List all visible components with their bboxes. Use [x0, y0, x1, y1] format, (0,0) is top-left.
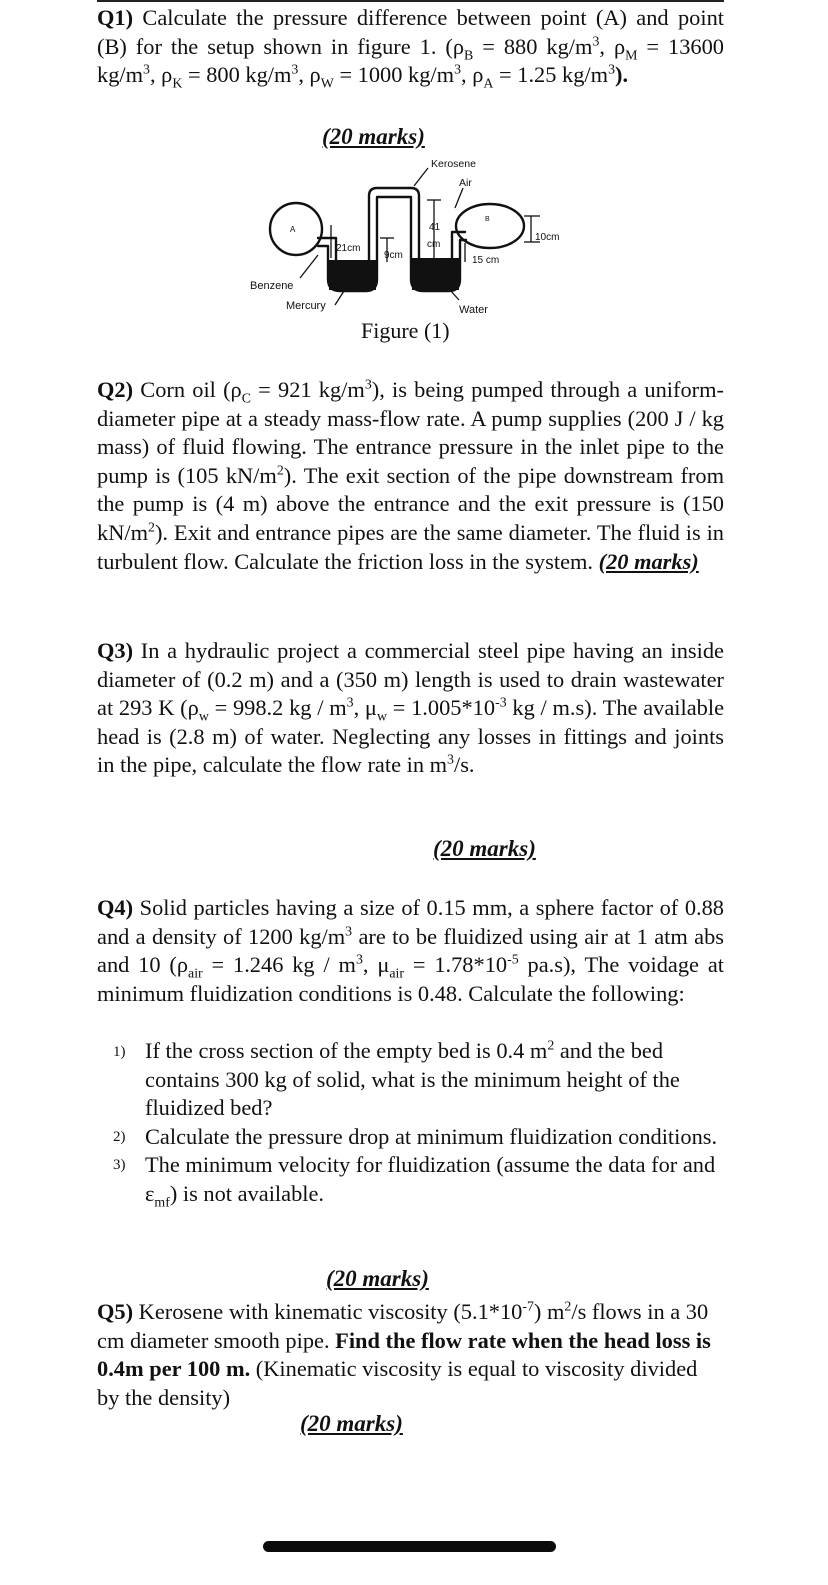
- water-leader: [450, 290, 459, 300]
- q3-sup: 3: [346, 695, 354, 711]
- q4-text: = 1.246 kg / m: [202, 952, 356, 978]
- figure-caption: Figure (1): [361, 318, 450, 343]
- label-kerosene: Kerosene: [431, 158, 476, 170]
- list-item-text: ) is not available.: [169, 1180, 325, 1206]
- question-2-marks: (20 marks): [598, 548, 699, 574]
- q3-text: In a hydraulic project a commercial steel pipe having an inside diameter of (0.2 m) and a (350 m) length is used to drain wastewater at 293 K (ρ: [97, 638, 724, 721]
- label-water: Water: [459, 304, 488, 316]
- mercury-leader: [335, 291, 344, 305]
- q4-sup: 3: [345, 924, 353, 940]
- question-3-label: Q3): [97, 638, 134, 663]
- q3-sup: 3: [447, 752, 454, 768]
- label-b: B: [485, 216, 490, 223]
- question-1: [97, 4, 724, 90]
- q3-text: /s.: [453, 752, 475, 778]
- list-item-sup: 2: [547, 1038, 555, 1054]
- label-10cm: 10cm: [535, 232, 560, 243]
- q4-text: = 1.78*10: [404, 952, 508, 978]
- q1-text: = 1.25 kg/m: [493, 62, 609, 88]
- vessel-b: [456, 204, 524, 248]
- q1-text: , ρ: [599, 33, 626, 59]
- q4-text: Solid particles having a size of 0.15 mm, a sphere factor of 0.88 and a density of 1200 kg/m: [97, 895, 724, 949]
- question-5-label: Q5): [97, 1299, 134, 1324]
- list-item-text: If the cross section of the empty bed is 0.4 m: [145, 1038, 548, 1063]
- q1-sup: 3: [143, 62, 150, 78]
- q3-sup: -3: [495, 695, 507, 711]
- question-5-marks: (20 marks): [300, 1411, 403, 1436]
- q1-sub: K: [172, 76, 183, 92]
- question-4-marks: (20 marks): [326, 1266, 429, 1291]
- kerosene-leader: [414, 168, 428, 186]
- question-2-label: Q2): [97, 377, 134, 402]
- q1-sup: 3: [608, 62, 615, 78]
- question-3-marks: (20 marks): [433, 836, 536, 861]
- label-a: A: [290, 225, 296, 234]
- q1-text: , ρ: [149, 62, 173, 88]
- list-item-text: The minimum velocity for fluidization (assume the data for and ε: [145, 1152, 716, 1206]
- list-item: [113, 1123, 723, 1152]
- q1-text: Calculate the pressure difference between point (A) and point (B) for the setup shown in figure 1. (ρ: [97, 5, 724, 59]
- list-item-number: 3): [113, 1157, 126, 1174]
- q5-bold-text: Find the flow rate when the head loss is 0.4m per 100 m.: [97, 1327, 711, 1382]
- label-benzene: Benzene: [250, 280, 294, 292]
- mercury-fluid: [329, 260, 376, 290]
- q3-text: kg / m.s). The available head is (2.8 m) of water. Neglecting any losses in fittings and joints in the pipe, calculate the flow rate in m: [97, 695, 725, 778]
- question-2: [97, 376, 724, 576]
- home-indicator[interactable]: [263, 1541, 556, 1552]
- top-rule: [97, 0, 724, 2]
- vessel-a: [270, 203, 322, 255]
- question-4: [97, 894, 724, 1008]
- q1-sup: 3: [454, 62, 462, 78]
- label-air: Air: [459, 177, 472, 189]
- q2-text: ), is being pumped through a uniform-diameter pipe at a steady mass-flow rate. A pump supplies (200 J / kg mass) of fluid flowing. The entrance pressure in the inlet pipe to the pump is (105 kN/m: [97, 377, 724, 488]
- label-21cm: 21cm: [336, 243, 361, 254]
- q2-sup: 2: [148, 520, 155, 536]
- question-1-label: Q1): [97, 5, 134, 30]
- q1-sub: M: [625, 48, 638, 64]
- q4-text: are to be fluidized using air at 1 atm abs and 10 (ρ: [97, 923, 724, 978]
- question-3: [97, 637, 724, 780]
- q1-text: , ρ: [461, 62, 484, 88]
- q2-text: = 921 kg/m: [250, 377, 365, 402]
- q2-text: ). Exit and entrance pipes are the same diameter. The fluid is in turbulent flow. Calculate the friction loss in the system.: [97, 519, 724, 574]
- label-9cm: 9cm: [384, 250, 403, 261]
- water-fluid: [412, 258, 459, 290]
- q1-text: = 13600 kg/m: [97, 33, 724, 88]
- q4-sub: air: [389, 966, 404, 982]
- q5-text: (Kinematic viscosity is equal to viscosity divided by the density): [97, 1356, 698, 1410]
- q4-sup: 3: [355, 952, 363, 968]
- q3-sub: w: [376, 709, 387, 725]
- q1-sup: 3: [291, 62, 299, 78]
- manometer-figure: [245, 150, 585, 325]
- q2-text: Corn oil (ρ: [133, 377, 242, 402]
- label-41: 41: [429, 222, 441, 233]
- list-item-number: 2): [113, 1128, 126, 1145]
- q1-sub: A: [483, 76, 494, 92]
- q3-text: = 998.2 kg / m: [208, 695, 347, 721]
- q1-text: , ρ: [298, 62, 321, 88]
- question-4-subitems: [113, 1037, 723, 1209]
- list-item-text: Calculate the pressure drop at minimum fluidization conditions.: [145, 1123, 718, 1149]
- q1-text: ).: [615, 62, 629, 88]
- q4-sup: -5: [507, 952, 519, 968]
- list-item: [113, 1037, 723, 1123]
- question-5: [97, 1298, 724, 1412]
- q4-text: , μ: [362, 952, 390, 978]
- q1-text: = 800 kg/m: [182, 62, 292, 88]
- air-leader: [455, 188, 463, 208]
- list-item-sub: mf: [154, 1195, 170, 1211]
- q5-text: /s flows in a 30 cm diameter smooth pipe.: [97, 1299, 709, 1353]
- list-item-number: 1): [113, 1044, 126, 1060]
- benzene-leader: [300, 255, 318, 278]
- q3-sub: w: [198, 709, 209, 725]
- q2-sup: 2: [276, 463, 284, 479]
- list-item: [113, 1151, 723, 1211]
- q2-text: ). The exit section of the pipe downstream from the pump is (4 m) above the entrance and the exit pressure is (150 kN/m: [97, 462, 724, 545]
- list-item-text: and the bed contains 300 kg of solid, what is the minimum height of the fluidized bed?: [145, 1038, 680, 1121]
- q3-text: = 1.005*10: [386, 695, 496, 721]
- q5-sup: 2: [564, 1299, 572, 1315]
- q1-sub: B: [464, 48, 474, 64]
- q1-text: = 880 kg/m: [473, 33, 593, 59]
- q3-text: , μ: [353, 695, 377, 721]
- q1-sub: W: [320, 76, 334, 92]
- question-4-label: Q4): [97, 895, 134, 920]
- q2-sup: 3: [364, 377, 372, 393]
- q5-text: ) m: [533, 1299, 565, 1324]
- q2-sub: C: [241, 391, 251, 407]
- q4-sub: air: [188, 966, 203, 982]
- q4-text: pa.s), The voidage at minimum fluidization conditions is 0.48. Calculate the following:: [97, 952, 724, 1006]
- label-15cm: 15 cm: [472, 255, 500, 266]
- label-mercury: Mercury: [286, 300, 326, 312]
- question-1-marks: (20 marks): [322, 124, 425, 149]
- q5-text: Kerosene with kinematic viscosity (5.1*10: [133, 1299, 523, 1324]
- label-41-unit: cm: [427, 239, 441, 250]
- q1-sup: 3: [592, 34, 600, 50]
- q1-text: = 1000 kg/m: [333, 62, 455, 88]
- q5-sup: -7: [522, 1299, 534, 1315]
